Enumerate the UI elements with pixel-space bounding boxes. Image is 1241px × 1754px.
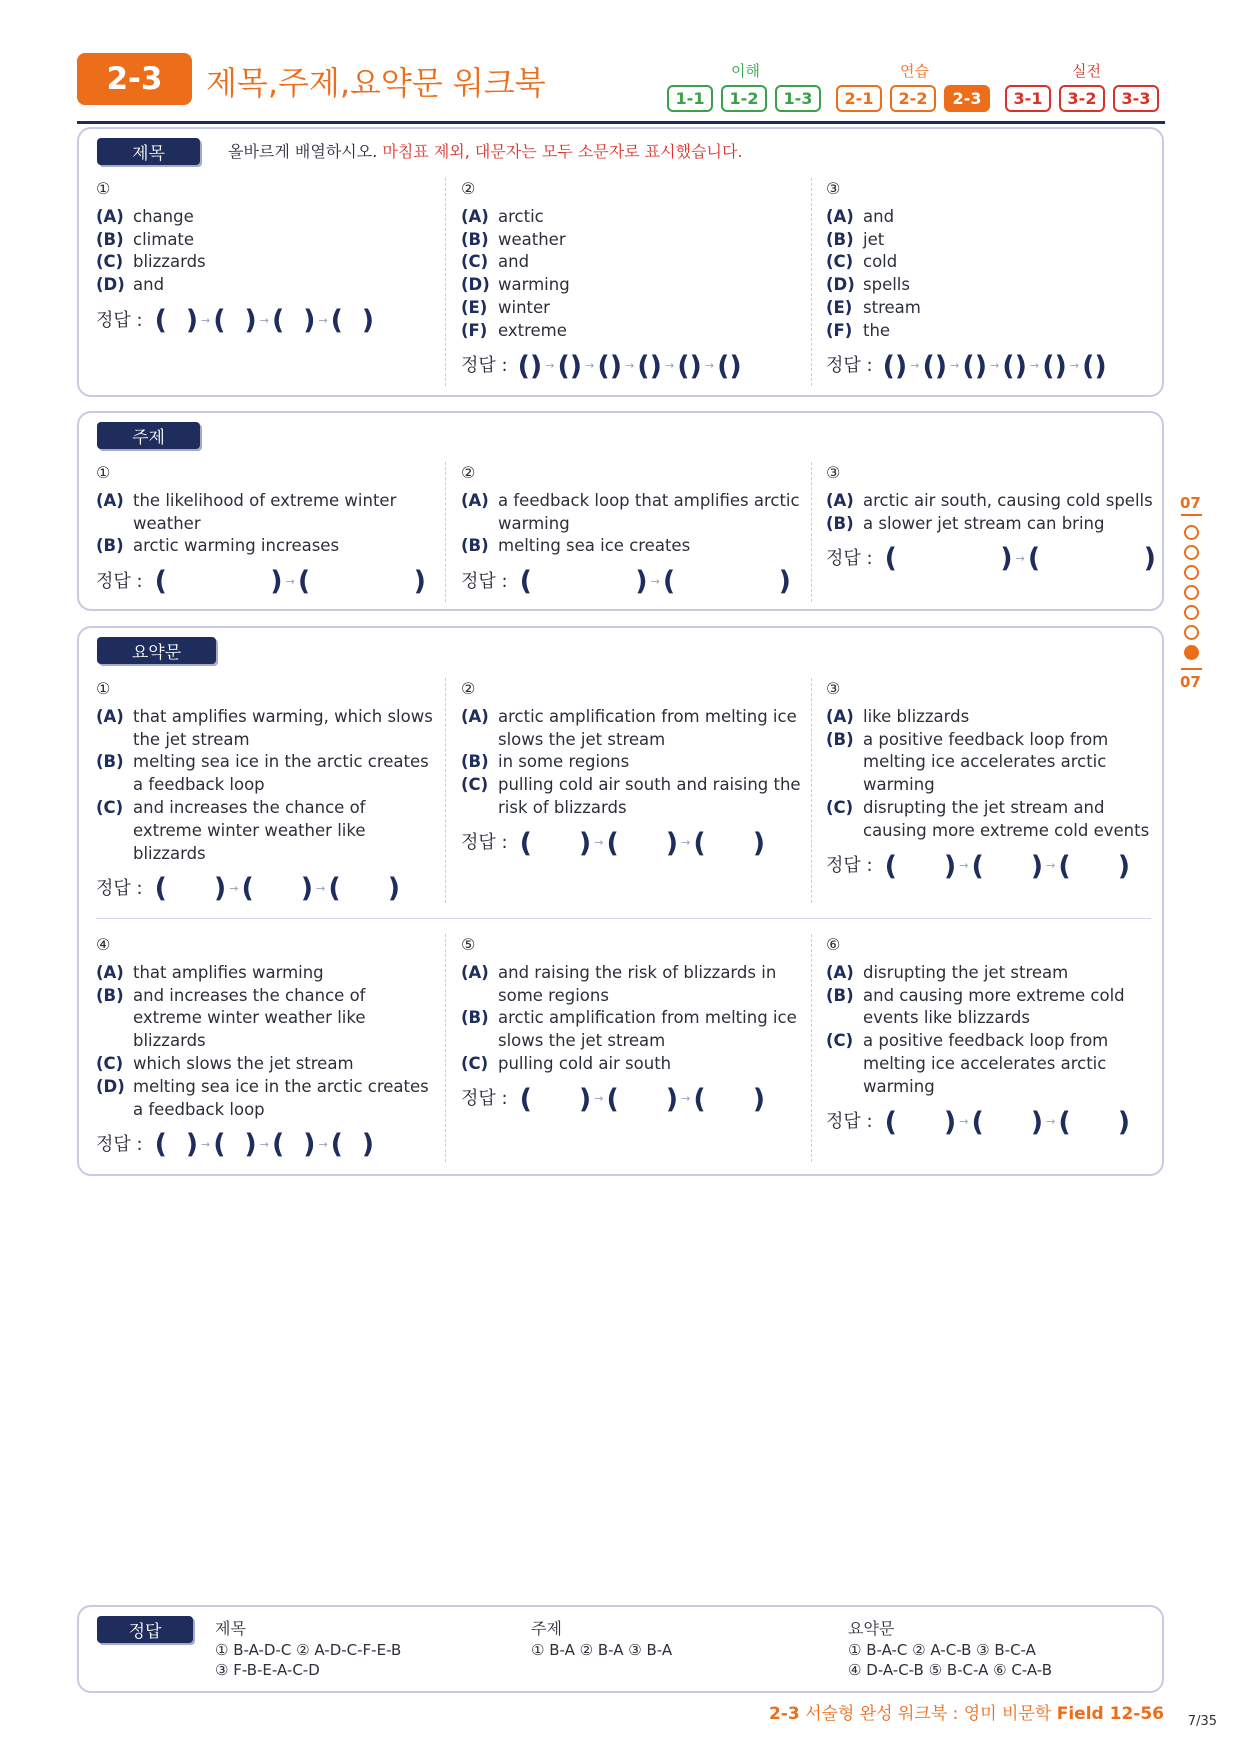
- answer-label: 정답 :: [461, 832, 508, 854]
- choice-text: which slows the jet stream: [133, 1053, 354, 1073]
- choice-label: (A): [461, 706, 489, 726]
- choice-item: [461, 229, 806, 252]
- choice-label: (B): [826, 985, 854, 1005]
- answer-key-title-line: ③ F-B-E-A-C-D: [215, 1661, 320, 1679]
- choice-label: (A): [461, 962, 489, 982]
- answer-slot[interactable]: (): [962, 350, 988, 382]
- choice-text: and: [498, 252, 530, 272]
- arrow-icon: →: [318, 313, 328, 327]
- answer-label: 정답 :: [96, 877, 143, 899]
- stage-group-label-real: 실전: [1072, 62, 1101, 80]
- choice-label: (A): [826, 490, 854, 510]
- stage-tab-2-3-active[interactable]: 2-3: [944, 85, 990, 112]
- marker-line: [1181, 514, 1202, 516]
- footer-caption: [769, 1699, 1164, 1724]
- answer-label: 정답 :: [461, 355, 508, 377]
- choice-label: (B): [96, 985, 124, 1005]
- column-divider: [811, 678, 812, 903]
- choice-text: arctic warming increases: [133, 536, 340, 556]
- choice-item: [461, 535, 801, 558]
- arrow-icon: →: [950, 359, 960, 373]
- problem-number: ③: [826, 463, 841, 482]
- topic-problem-1: [96, 462, 436, 597]
- problem-number: ②: [461, 179, 476, 198]
- answer-label: 정답 :: [461, 570, 508, 592]
- answer-row: [826, 544, 1166, 574]
- column-divider: [811, 462, 812, 602]
- choice-item: [96, 706, 436, 752]
- instruction-note: 마침표 제외, 대문자는 모두 소문자로 표시했습니다.: [377, 142, 743, 161]
- answer-slot[interactable]: ( ): [884, 543, 1013, 575]
- answer-label: 정답 :: [96, 1133, 143, 1155]
- choice-label: (A): [96, 706, 124, 726]
- answer-row: [96, 874, 436, 904]
- choice-item: [826, 251, 1156, 274]
- progress-dot: [1184, 625, 1199, 640]
- choice-label: (A): [826, 706, 854, 726]
- choice-label: (B): [96, 536, 124, 556]
- topic-section-tag: 주제: [97, 422, 200, 449]
- arrow-icon: →: [681, 836, 691, 850]
- footer-code: 2-3: [768, 1704, 800, 1724]
- arrow-icon: →: [259, 1137, 269, 1151]
- choice-label: (B): [826, 513, 854, 533]
- choice-text: the likelihood of extreme winter weather: [133, 490, 397, 533]
- answer-key-tag: 정답: [97, 1616, 193, 1643]
- answer-slot[interactable]: ( ): [971, 850, 1044, 882]
- choice-item: [461, 274, 806, 297]
- arrow-icon: →: [594, 836, 604, 850]
- column-divider: [445, 934, 446, 1162]
- choice-text: melting sea ice in the arctic creates a feedback loop: [133, 1076, 429, 1119]
- answer-slot[interactable]: ( ): [606, 1083, 679, 1115]
- choice-label: (C): [826, 252, 854, 272]
- answer-slot[interactable]: ( ): [693, 827, 766, 859]
- answer-slot[interactable]: ( ): [154, 566, 283, 598]
- choice-label: (A): [96, 490, 124, 510]
- answer-label: 정답 :: [826, 355, 873, 377]
- summary-problem-1: [96, 678, 436, 904]
- arrow-icon: →: [625, 359, 635, 373]
- summary-problem-4: [96, 934, 436, 1160]
- choice-item: [96, 490, 436, 536]
- choice-text: melting sea ice in the arctic creates a feedback loop: [133, 752, 429, 795]
- choice-item: [461, 962, 801, 1008]
- choice-text: a positive feedback loop from melting ice accelerates arctic warming: [863, 1031, 1109, 1096]
- summary-section-tag: 요약문: [97, 637, 216, 664]
- choice-text: the: [863, 320, 891, 340]
- progress-dot: [1184, 585, 1199, 600]
- stage-tab-3-2[interactable]: 3-2: [1059, 85, 1105, 112]
- summary-problem-6: [826, 934, 1161, 1138]
- answer-row: [96, 306, 436, 336]
- section-number-top: 07: [1180, 494, 1201, 512]
- answer-slot[interactable]: (): [1042, 350, 1067, 382]
- answer-slot[interactable]: ( ): [693, 1083, 766, 1115]
- answer-slot[interactable]: ( ): [1058, 850, 1131, 882]
- choice-item: [826, 962, 1161, 985]
- choice-text: jet: [863, 229, 885, 249]
- choice-item: [96, 229, 436, 252]
- choice-label: (C): [461, 775, 489, 795]
- answer-key-title-line: ① B-A-D-C ② A-D-C-F-E-B: [215, 1641, 402, 1659]
- choice-item: [96, 1053, 436, 1076]
- title-problem-1: [96, 178, 436, 336]
- answer-key-summary-head: 요약문: [848, 1619, 895, 1638]
- choice-label: (A): [826, 206, 854, 226]
- choice-label: (C): [461, 1053, 489, 1073]
- choice-item: [96, 751, 436, 797]
- answer-key-summary-line: ① B-A-C ② A-C-B ③ B-C-A: [848, 1641, 1036, 1659]
- column-divider: [811, 178, 812, 386]
- problem-number: ①: [96, 179, 111, 198]
- choice-label: (C): [461, 252, 489, 272]
- answer-slot[interactable]: (): [597, 350, 623, 382]
- answer-slot[interactable]: ( ): [154, 1129, 199, 1161]
- choice-item: [461, 706, 801, 752]
- answer-slot[interactable]: ( ): [328, 873, 401, 905]
- choice-label: (E): [461, 297, 488, 317]
- choice-item: [96, 962, 436, 985]
- answer-slot[interactable]: ( ): [297, 566, 426, 598]
- summary-problem-5: [461, 934, 801, 1115]
- answer-row: [461, 352, 806, 382]
- choice-label: (D): [461, 275, 490, 295]
- arrow-icon: →: [1069, 359, 1080, 373]
- answer-key-title-head: 제목: [215, 1619, 246, 1638]
- choice-item: [96, 206, 436, 229]
- choice-text: that amplifies warming: [133, 962, 324, 982]
- arrow-icon: →: [545, 359, 555, 373]
- choice-label: (B): [96, 752, 124, 772]
- choice-item: [461, 774, 801, 820]
- header-rule: [77, 121, 1165, 124]
- arrow-icon: →: [959, 859, 969, 873]
- answer-slot[interactable]: ( ): [1027, 543, 1156, 575]
- choice-text: disrupting the jet stream and causing more extreme cold events: [863, 797, 1150, 840]
- answer-label: 정답 :: [96, 309, 143, 331]
- column-divider: [445, 462, 446, 602]
- choice-text: warming: [498, 275, 570, 295]
- choice-label: (B): [461, 1008, 489, 1028]
- choice-text: change: [133, 206, 194, 226]
- title-section-tag: 제목: [97, 138, 200, 165]
- choice-item: [96, 1076, 436, 1122]
- choice-text: arctic amplification from melting ice slows the jet stream: [498, 1008, 797, 1051]
- column-divider: [445, 678, 446, 903]
- choice-text: winter: [498, 297, 550, 317]
- choice-item: [826, 985, 1161, 1031]
- choice-item: [826, 297, 1156, 320]
- problem-number: ①: [96, 679, 111, 698]
- answer-slot[interactable]: ( ): [241, 873, 314, 905]
- choice-text: like blizzards: [863, 706, 970, 726]
- choice-text: cold: [863, 252, 898, 272]
- choice-text: a feedback loop that amplifies arctic warming: [498, 490, 800, 533]
- choice-label: (B): [461, 752, 489, 772]
- choice-label: (C): [96, 1053, 124, 1073]
- choice-text: and causing more extreme cold events like blizzards: [863, 985, 1125, 1028]
- choice-item: [826, 729, 1161, 797]
- choice-label: (B): [826, 729, 854, 749]
- instruction-text: 올바르게 배열하시오.: [228, 142, 378, 161]
- choice-text: pulling cold air south: [498, 1053, 672, 1073]
- stage-tab-1-2[interactable]: 1-2: [721, 85, 767, 112]
- choice-text: a positive feedback loop from melting ice accelerates arctic warming: [863, 729, 1109, 795]
- answer-row: [96, 567, 436, 597]
- answer-slot[interactable]: ( ): [884, 850, 957, 882]
- answer-slot[interactable]: ( ): [330, 1129, 375, 1161]
- choice-label: (A): [96, 206, 124, 226]
- arrow-icon: →: [259, 313, 269, 327]
- choice-item: [461, 490, 801, 536]
- choice-item: [826, 274, 1156, 297]
- answer-slot[interactable]: ( ): [213, 304, 257, 336]
- title-section-instruction: [228, 139, 743, 162]
- progress-dot: [1184, 565, 1199, 580]
- choice-text: that amplifies warming, which slows the jet stream: [133, 706, 433, 749]
- stage-group-label-understand: 이해: [731, 62, 760, 80]
- choice-label: (B): [461, 229, 489, 249]
- problem-number: ②: [461, 463, 476, 482]
- column-divider: [811, 934, 812, 1162]
- arrow-icon: →: [1046, 859, 1056, 873]
- problem-number: ②: [461, 679, 476, 698]
- title-problem-2: [461, 178, 806, 382]
- choice-text: and raising the risk of blizzards in some regions: [498, 962, 777, 1005]
- choice-item: [826, 490, 1166, 513]
- arrow-icon: →: [1046, 1115, 1056, 1129]
- arrow-icon: →: [681, 1092, 691, 1106]
- choice-label: (C): [96, 252, 124, 272]
- problem-number: ③: [826, 179, 841, 198]
- choice-text: a slower jet stream can bring: [863, 513, 1105, 533]
- choice-label: (A): [826, 962, 854, 982]
- arrow-icon: →: [664, 359, 675, 373]
- answer-slot[interactable]: ( ): [271, 1129, 316, 1161]
- choice-item: [461, 251, 806, 274]
- answer-row: [461, 829, 801, 859]
- section-number-bottom: 07: [1180, 673, 1201, 691]
- choice-text: extreme: [498, 320, 567, 340]
- answer-label: 정답 :: [826, 547, 873, 569]
- footer-field: Field 12-56: [1056, 1704, 1164, 1724]
- choice-label: (B): [96, 229, 124, 249]
- choice-text: weather: [498, 229, 566, 249]
- answer-slot[interactable]: ( ): [1058, 1106, 1131, 1138]
- problem-number: ⑥: [826, 935, 841, 954]
- choice-item: [826, 513, 1166, 536]
- choice-text: climate: [133, 229, 195, 249]
- answer-slot[interactable]: ( ): [519, 566, 648, 598]
- arrow-icon: →: [201, 313, 211, 327]
- answer-slot[interactable]: ( ): [606, 827, 679, 859]
- progress-dot: [1184, 545, 1199, 560]
- answer-key-summary-line: ④ D-A-C-B ⑤ B-C-A ⑥ C-A-B: [848, 1661, 1052, 1679]
- answer-slot[interactable]: (): [922, 350, 948, 382]
- choice-text: pulling cold air south and raising the risk of blizzards: [498, 775, 801, 817]
- arrow-icon: →: [704, 359, 715, 373]
- arrow-icon: →: [318, 1137, 328, 1151]
- stage-group-label-practice: 연습: [900, 62, 929, 80]
- choice-label: (D): [96, 275, 125, 295]
- choice-item: [461, 320, 806, 343]
- answer-slot[interactable]: ( ): [884, 1106, 957, 1138]
- choice-label: (A): [461, 206, 489, 226]
- footer-text: 서술형 완성 워크북 : 영미 비문학: [799, 1704, 1057, 1724]
- choice-item: [461, 206, 806, 229]
- arrow-icon: →: [650, 574, 660, 588]
- answer-slot[interactable]: ( ): [154, 873, 227, 905]
- answer-slot[interactable]: ( ): [519, 827, 592, 859]
- answer-slot[interactable]: ( ): [213, 1129, 257, 1161]
- stage-tab-1-1[interactable]: 1-1: [667, 85, 713, 112]
- choice-item: [826, 706, 1161, 729]
- answer-slot[interactable]: ( ): [154, 304, 199, 336]
- choice-item: [826, 206, 1156, 229]
- answer-label: 정답 :: [461, 1088, 508, 1110]
- arrow-icon: →: [316, 881, 326, 895]
- choice-item: [826, 1030, 1161, 1098]
- choice-item: [826, 229, 1156, 252]
- progress-dot: [1184, 525, 1199, 540]
- answer-label: 정답 :: [96, 570, 143, 592]
- choice-label: (D): [826, 275, 855, 295]
- row-divider: [96, 918, 1151, 919]
- topic-problem-3: [826, 462, 1166, 574]
- answer-row: [826, 1108, 1161, 1138]
- stage-tab-3-3[interactable]: 3-3: [1113, 85, 1159, 112]
- answer-slot[interactable]: ( ): [519, 1083, 592, 1115]
- choice-text: arctic: [498, 206, 544, 226]
- choice-item: [96, 274, 436, 297]
- progress-dot: [1184, 605, 1199, 620]
- answer-row: [96, 1130, 436, 1160]
- marker-line: [1181, 668, 1202, 670]
- choice-text: blizzards: [133, 252, 206, 272]
- choice-text: arctic amplification from melting ice slows the jet stream: [498, 706, 797, 749]
- choice-label: (C): [826, 797, 854, 817]
- answer-slot[interactable]: (): [882, 350, 908, 382]
- choice-label: (A): [461, 490, 489, 510]
- page-title: 제목,주제,요약문 워크북: [206, 64, 546, 102]
- answer-slot[interactable]: (): [557, 350, 583, 382]
- arrow-icon: →: [201, 1137, 211, 1151]
- arrow-icon: →: [910, 359, 920, 373]
- answer-row: [826, 852, 1161, 882]
- topic-problem-2: [461, 462, 801, 597]
- answer-slot[interactable]: (): [637, 350, 662, 382]
- answer-slot[interactable]: ( ): [271, 304, 316, 336]
- choice-label: (C): [826, 1031, 854, 1051]
- choice-item: [461, 1007, 801, 1053]
- choice-text: and: [133, 275, 165, 295]
- arrow-icon: →: [285, 574, 295, 588]
- unit-badge: 2-3: [77, 53, 192, 105]
- problem-number: ④: [96, 935, 111, 954]
- progress-dot-current: [1184, 645, 1199, 660]
- choice-item: [96, 797, 436, 865]
- answer-slot[interactable]: (): [677, 350, 702, 382]
- problem-number: ①: [96, 463, 111, 482]
- choice-label: (F): [461, 320, 488, 340]
- answer-slot[interactable]: (): [1002, 350, 1027, 382]
- answer-slot[interactable]: ( ): [971, 1106, 1044, 1138]
- choice-item: [826, 797, 1161, 843]
- choice-label: (B): [826, 229, 854, 249]
- arrow-icon: →: [1015, 551, 1025, 565]
- choice-item: [461, 751, 801, 774]
- answer-row: [461, 1085, 801, 1115]
- answer-label: 정답 :: [826, 1111, 873, 1133]
- choice-item: [96, 251, 436, 274]
- answer-label: 정답 :: [826, 855, 873, 877]
- problem-number: ⑤: [461, 935, 476, 954]
- arrow-icon: →: [594, 1092, 604, 1106]
- choice-label: (E): [826, 297, 853, 317]
- answer-slot[interactable]: ( ): [330, 304, 375, 336]
- answer-row: [826, 352, 1156, 382]
- choice-text: in some regions: [498, 752, 630, 772]
- answer-slot[interactable]: (): [1082, 350, 1107, 382]
- column-divider: [445, 178, 446, 386]
- choice-label: (A): [96, 962, 124, 982]
- answer-slot[interactable]: ( ): [662, 566, 791, 598]
- choice-text: melting sea ice creates: [498, 536, 691, 556]
- arrow-icon: →: [1029, 359, 1040, 373]
- stage-tab-2-1[interactable]: 2-1: [836, 85, 882, 112]
- choice-label: (D): [96, 1076, 125, 1096]
- page-number: 7/35: [1187, 1714, 1217, 1729]
- answer-slot[interactable]: (): [717, 350, 742, 382]
- answer-slot[interactable]: (): [517, 350, 543, 382]
- answer-row: [461, 567, 801, 597]
- choice-text: and increases the chance of extreme winter weather like blizzards: [133, 985, 366, 1051]
- choice-text: and: [863, 206, 895, 226]
- answer-key-topic-line: ① B-A ② B-A ③ B-A: [531, 1641, 673, 1659]
- choice-item: [826, 320, 1156, 343]
- arrow-icon: →: [585, 359, 595, 373]
- stage-tab-3-1[interactable]: 3-1: [1005, 85, 1051, 112]
- choice-label: (B): [461, 536, 489, 556]
- arrow-icon: →: [990, 359, 1000, 373]
- choice-label: (C): [96, 797, 124, 817]
- title-problem-3: [826, 178, 1156, 382]
- summary-problem-3: [826, 678, 1161, 882]
- choice-text: disrupting the jet stream: [863, 962, 1069, 982]
- answer-key-topic-head: 주제: [531, 1619, 562, 1638]
- choice-text: arctic air south, causing cold spells: [863, 490, 1153, 510]
- arrow-icon: →: [959, 1115, 969, 1129]
- stage-tab-2-2[interactable]: 2-2: [890, 85, 936, 112]
- choice-item: [96, 535, 436, 558]
- choice-text: spells: [863, 275, 910, 295]
- choice-text: and increases the chance of extreme winter weather like blizzards: [133, 797, 366, 863]
- problem-number: ③: [826, 679, 841, 698]
- choice-text: stream: [863, 297, 921, 317]
- choice-label: (F): [826, 320, 853, 340]
- arrow-icon: →: [229, 881, 239, 895]
- choice-item: [461, 1053, 801, 1076]
- stage-tab-1-3[interactable]: 1-3: [775, 85, 821, 112]
- choice-item: [96, 985, 436, 1053]
- choice-item: [461, 297, 806, 320]
- summary-problem-2: [461, 678, 801, 859]
